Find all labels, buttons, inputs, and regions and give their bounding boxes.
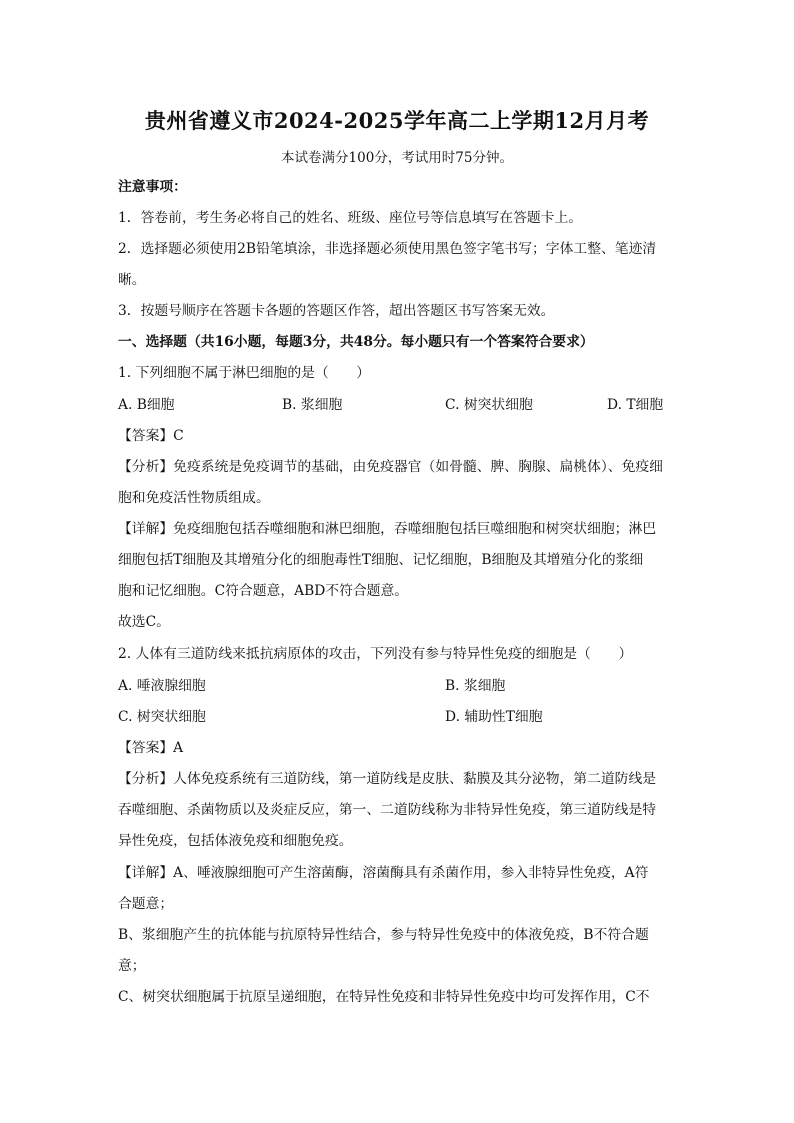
q1-option-a: A. B细胞 [118, 397, 175, 413]
q2-analysis-2: 吞噬细胞、杀菌物质以及炎症反应，第一、二道防线称为非特异性免疫，第三道防线是特 [118, 802, 657, 818]
q2-option-c: C. 树突状细胞 [118, 709, 206, 725]
q1-detail-4: 故选C。 [118, 614, 170, 630]
q1-stem: 1. 下列细胞不属于淋巴细胞的是（ ） [118, 365, 371, 381]
document-title: 贵州省遵义市2024-2025学年高二上学期12月月考 [144, 108, 650, 133]
q2-option-a: A. 唾液腺细胞 [118, 678, 206, 694]
q1-detail-2: 细胞包括T细胞及其增殖分化的细胞毒性T细胞、记忆细胞，B细胞及其增殖分化的浆细 [118, 552, 644, 568]
section-heading: 一、选择题（共16小题，每题3分，共48分。每小题只有一个答案符合要求） [118, 334, 594, 350]
q1-analysis-1: 【分析】免疫系统是免疫调节的基础，由免疫器官（如骨髓、脾、胸腺、扁桃体）、免疫细 [118, 459, 663, 475]
q2-detail-4: 意； [118, 958, 146, 974]
q2-option-d: D. 辅助性T细胞 [445, 709, 543, 725]
notice-line-2: 2．选择题必须使用2B铅笔填涂，非选择题必须使用黑色签字笔书写；字体工整、笔迹清 [118, 241, 657, 257]
q2-analysis-3: 异性免疫，包括体液免疫和细胞免疫。 [118, 833, 353, 849]
q1-option-b: B. 浆细胞 [282, 397, 343, 413]
q2-analysis-1: 【分析】人体免疫系统有三道防线，第一道防线是皮肤、黏膜及其分泌物，第二道防线是 [118, 771, 657, 787]
notice-heading: 注意事项： [118, 179, 187, 195]
notice-line-3: 3．按题号顺序在答题卡各题的答题区作答，超出答题区书写答案无效。 [118, 303, 555, 319]
q1-analysis-2: 胞和免疫活性物质组成。 [118, 490, 270, 506]
q1-answer: 【答案】C [118, 428, 184, 444]
q2-detail-3: B、浆细胞产生的抗体能与抗原特异性结合，参与特异性免疫中的体液免疫，B不符合题 [118, 927, 649, 943]
q1-option-d: D. T细胞 [607, 397, 664, 413]
q1-detail-3: 胞和记忆细胞。C符合题意，ABD不符合题意。 [118, 583, 409, 599]
q2-stem: 2. 人体有三道防线来抵抗病原体的攻击，下列没有参与特异性免疫的细胞是（ ） [118, 646, 633, 662]
q2-option-b: B. 浆细胞 [445, 678, 506, 694]
notice-line-1: 1．答卷前，考生务必将自己的姓名、班级、座位号等信息填写在答题卡上。 [118, 210, 583, 226]
q2-answer: 【答案】A [118, 740, 184, 756]
notice-line-2-cont: 晰。 [118, 272, 146, 288]
q2-detail-1: 【详解】A、唾液腺细胞可产生溶菌酶，溶菌酶具有杀菌作用，参入非特异性免疫，A符 [118, 865, 649, 881]
q2-detail-2: 合题意； [118, 896, 174, 912]
document-subtitle: 本试卷满分100分，考试用时75分钟。 [281, 150, 513, 166]
q2-detail-5: C、树突状细胞属于抗原呈递细胞，在特异性免疫和非特异性免疫中均可发挥作用，C不 [118, 989, 650, 1005]
q1-option-c: C. 树突状细胞 [445, 397, 533, 413]
q1-detail-1: 【详解】免疫细胞包括吞噬细胞和淋巴细胞，吞噬细胞包括巨噬细胞和树突状细胞；淋巴 [118, 521, 657, 537]
